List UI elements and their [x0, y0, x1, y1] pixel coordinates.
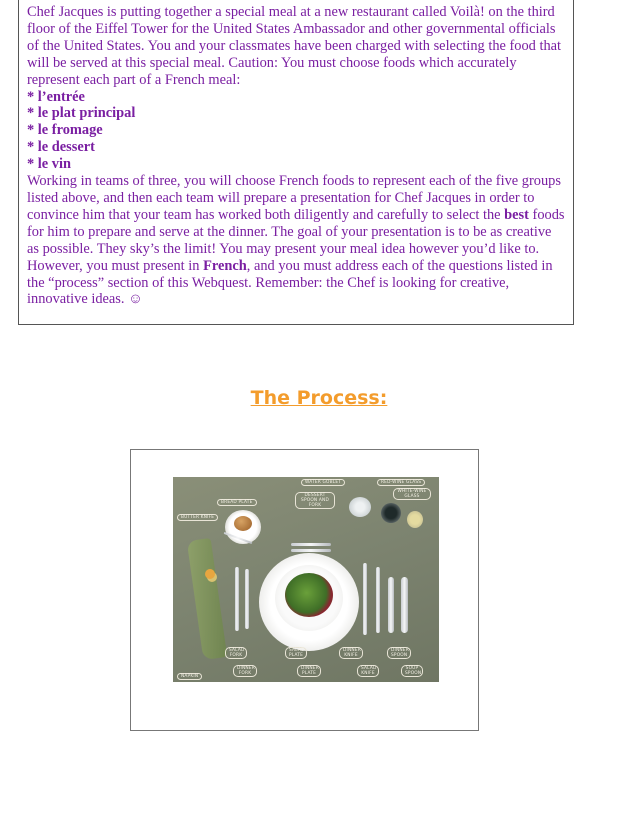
bread-roll-shape	[234, 516, 252, 531]
label-salad-plate: SALAD PLATE	[285, 647, 307, 659]
salad-fork-shape	[245, 569, 249, 629]
label-napkin: NAPKIN	[177, 673, 202, 680]
meal-part-main-course: * le plat principal	[27, 105, 136, 122]
task-description-box	[18, 0, 574, 325]
water-goblet-shape	[349, 497, 371, 517]
table-setting-image-frame	[130, 449, 479, 731]
dinner-spoon-shape	[388, 577, 394, 633]
dessert-fork-shape	[291, 549, 331, 552]
napkin-shape	[187, 538, 227, 660]
label-dinner-plate: DINNER PLATE	[297, 665, 321, 677]
soup-spoon-shape	[401, 577, 408, 633]
task-body-part1: Working in teams of three, you will choose French foods to represent each of the five groups listed above, and then each team will prepare a presentation for Chef Jacques in order to convince him that your team has worked both diligently and carefully to select the	[27, 173, 561, 223]
label-bread-plate: BREAD PLATE	[217, 499, 257, 506]
meal-part-dessert: * le dessert	[27, 139, 95, 156]
dinner-knife-shape	[363, 563, 367, 635]
label-white-wine-glass: WHITE-WINE GLASS	[393, 488, 431, 500]
task-body	[27, 173, 565, 308]
label-dinner-spoon: DINNER SPOON	[387, 647, 411, 659]
table-setting-photo	[173, 477, 439, 682]
meal-part-cheese: * le fromage	[27, 122, 103, 139]
white-wine-glass-shape	[407, 511, 423, 528]
label-dessert-spoon-fork: DESSERT SPOON AND FORK	[295, 492, 335, 509]
label-soup-spoon: SOUP SPOON	[401, 665, 423, 677]
label-salad-fork: SALAD FORK	[225, 647, 247, 659]
task-body-part2: foods for him to prepare and serve at the dinner. The goal of your presentation is to be as creative as possible. They sky’s the limit! You may present your meal idea however you’d like to. However, you must present in	[27, 206, 565, 274]
task-intro: Chef Jacques is putting together a special meal at a new restaurant called Voilà! on the third floor of the Eiffel Tower for the United States Ambassador and other governmental officials of the United States. You and your classmates have been charged with selecting the food that will be served at this special meal. Caution: You must choose foods which accurately represent each part of a French meal:	[27, 4, 562, 88]
label-dinner-fork: DINNER FORK	[233, 665, 257, 677]
label-water-goblet: WATER GOBLET	[301, 479, 345, 486]
label-salad-knife: SALAD KNIFE	[357, 665, 379, 677]
salad-knife-shape	[376, 567, 380, 633]
label-dinner-knife: DINNER KNIFE	[339, 647, 363, 659]
label-butter-knife: BUTTER KNIFE	[177, 514, 218, 521]
salad-shape	[285, 573, 333, 617]
dessert-spoon-shape	[291, 543, 331, 546]
red-wine-glass-shape	[381, 503, 401, 523]
flower-decoration	[205, 569, 215, 579]
task-body-french: French	[203, 257, 247, 274]
task-body-best: best	[504, 206, 529, 223]
process-heading: The Process:	[250, 387, 388, 409]
dinner-fork-shape	[235, 567, 239, 631]
meal-part-entree: * l’entrée	[27, 88, 85, 105]
task-body-part3: , and you must address each of the questions listed in the “process” section of this Webquest. Remember: the Chef is looking for creative, innovative ideas. ☺	[27, 257, 553, 308]
meal-part-wine: * le vin	[27, 156, 71, 173]
label-red-wine-glass: RED-WINE GLASS	[377, 479, 425, 486]
